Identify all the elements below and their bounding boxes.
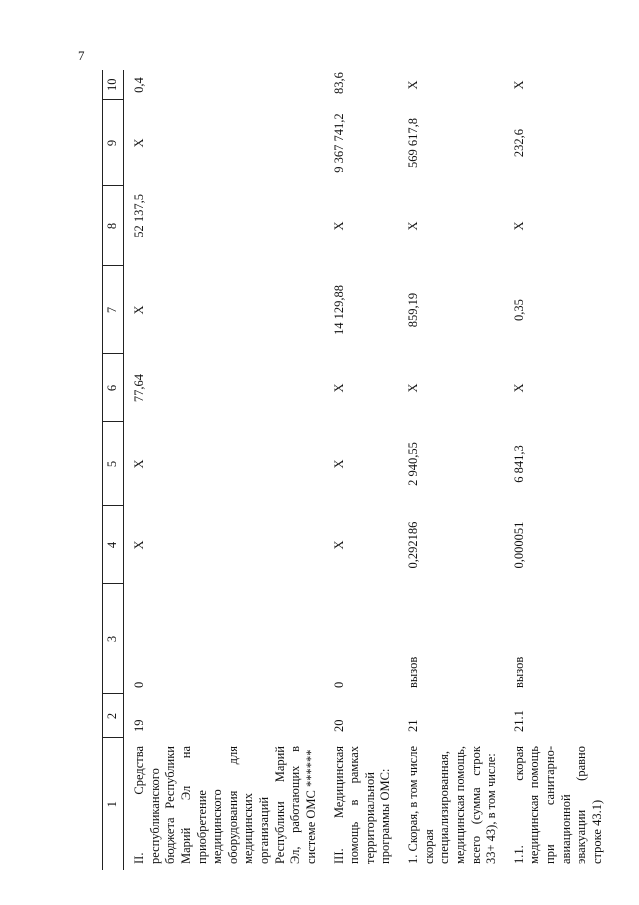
table-cell: 232,6 (511, 128, 526, 158)
row-label: II. Средства республиканского бюджета Республики Марий Эл на приобретение медицинского оборудования для медицинских организаций Республики Марий Эл, работающих в системе ОМС ****** (132, 746, 318, 864)
table-row (324, 70, 399, 870)
table-cell: 0,35 (511, 299, 526, 321)
column-header: 7 (103, 266, 124, 354)
table-cell: X (331, 540, 346, 550)
table-cell: X (406, 80, 420, 90)
row-label: 1. Скорая, в том числе скорая специализированная, медицинская помощь, всего (сумма строк 33+ 43), в том числе: (406, 745, 499, 864)
table-cell: X (511, 80, 526, 90)
column-header: 1 (103, 738, 124, 870)
table-cell: 77,64 (132, 373, 146, 403)
table-cell: X (132, 459, 146, 469)
table-row (398, 70, 504, 870)
table-cell: 52 137,5 (132, 194, 146, 238)
row-label: 1.1. скорая медицинская помощь при санитарно-авиационной эвакуации (равно строке 43.1) (511, 746, 604, 864)
table-cell: X (331, 459, 346, 469)
table-cell: 0,4 (132, 77, 146, 93)
table-row (504, 70, 639, 870)
data-table (102, 70, 639, 870)
table-cell: X (406, 221, 420, 231)
table-row (124, 70, 324, 870)
table-cell: 0,000051 (511, 521, 526, 569)
column-header: 4 (103, 506, 124, 584)
column-header: 2 (103, 694, 124, 738)
header-row (103, 70, 124, 870)
row-code: 21.1 (511, 710, 526, 732)
row-code: 21 (406, 719, 420, 732)
table-cell: X (511, 383, 526, 393)
table-cell: X (132, 138, 146, 148)
column-header: 9 (103, 100, 124, 186)
table-cell: 0 (331, 681, 346, 688)
column-header: 8 (103, 186, 124, 266)
table-cell: X (132, 305, 146, 315)
page-number: 7 (78, 48, 85, 63)
table-cell: вызов (406, 656, 420, 688)
table-cell: 859,19 (406, 292, 420, 328)
table-cell: 9 367 741,2 (331, 113, 346, 173)
row-code: 20 (331, 719, 346, 732)
table-cell: 6 841,3 (511, 445, 526, 483)
table-cell: 83,6 (331, 72, 346, 94)
rotated-table-container (102, 70, 622, 870)
column-header: 5 (103, 422, 124, 506)
row-code: 19 (132, 719, 146, 732)
table-cell: 14 129,88 (331, 285, 346, 335)
table-cell: X (331, 221, 346, 231)
row-label: III. Медицинская помощь в рамках территориальной программы ОМС: (331, 746, 393, 864)
table-cell: 0 (132, 681, 146, 688)
table-cell: X (406, 383, 420, 393)
column-header: 10 (103, 70, 124, 100)
table-cell: 2 940,55 (406, 442, 420, 486)
column-header: 3 (103, 584, 124, 694)
table-cell: вызов (511, 656, 526, 688)
column-header: 6 (103, 354, 124, 422)
table-cell: X (511, 221, 526, 231)
table-cell: 0,292186 (406, 521, 420, 569)
table-cell: 569 617,8 (406, 118, 420, 168)
table-cell: X (132, 540, 146, 550)
table-cell: X (331, 383, 346, 393)
